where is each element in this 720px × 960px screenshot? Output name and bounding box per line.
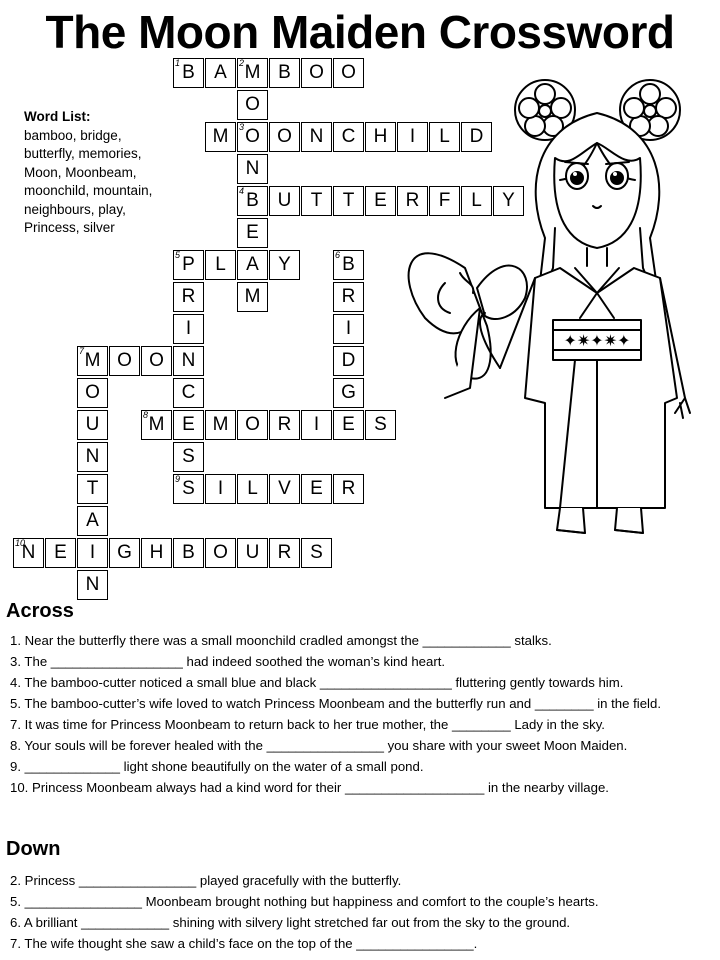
word-list-line: neighbours, play, [24, 201, 126, 217]
grid-cell[interactable] [333, 474, 364, 504]
grid-cell[interactable] [269, 122, 300, 152]
cell-letter: O [149, 350, 164, 371]
clue-number: 10 [15, 538, 26, 548]
grid-cell[interactable] [205, 474, 236, 504]
grid-cell[interactable] [45, 538, 76, 568]
cell-letter: E [342, 414, 355, 435]
grid-cell[interactable] [77, 570, 108, 600]
grid-cell[interactable] [77, 410, 108, 440]
down-clues [10, 870, 710, 954]
page-title: The Moon Maiden Crossword [45, 6, 675, 58]
grid-cell[interactable] [13, 538, 44, 568]
cell-letter: N [309, 126, 324, 147]
cell-letter: N [181, 350, 196, 371]
cell-letter: N [21, 542, 36, 563]
cell-letter: E [374, 190, 387, 211]
cell-letter: O [277, 126, 292, 147]
cell-letter: R [277, 542, 292, 563]
grid-cell[interactable] [301, 58, 332, 88]
cell-letter: L [247, 478, 258, 499]
cell-letter: O [85, 382, 100, 403]
clue-number: 7 [79, 346, 85, 356]
grid-cell[interactable] [173, 282, 204, 312]
grid-cell[interactable] [237, 538, 268, 568]
sandal-right [615, 508, 643, 533]
grid-cell[interactable] [77, 378, 108, 408]
across-clue: 3. The __________________ had indeed soothed the woman’s kind heart. [10, 654, 446, 669]
cell-letter: M [212, 126, 229, 147]
cell-letter: G [341, 382, 356, 403]
cell-letter: U [245, 542, 260, 563]
cell-letter: B [342, 254, 355, 275]
grid-cell[interactable] [301, 538, 332, 568]
clue-number: 9 [175, 474, 181, 484]
cell-letter: F [438, 190, 451, 211]
grid-cell[interactable] [333, 186, 364, 216]
grid-cell[interactable] [173, 474, 204, 504]
cell-letter: U [277, 190, 292, 211]
clue-number: 5 [175, 250, 181, 260]
grid-cell[interactable] [269, 474, 300, 504]
cell-letter: B [182, 62, 195, 83]
word-list-line: moonchild, mountain, [24, 183, 153, 198]
grid-cell[interactable] [301, 186, 332, 216]
cell-letter: L [215, 254, 226, 275]
grid-cell[interactable] [237, 90, 268, 120]
grid-cell[interactable] [237, 218, 268, 248]
grid-cell[interactable] [173, 314, 204, 344]
cell-letter: O [245, 126, 260, 147]
down-clue: 5. ________________ Moonbeam brought nothing but happiness and comfort to the couple’s hearts. [10, 894, 599, 909]
cell-letter: T [310, 190, 323, 211]
cell-letter: A [214, 62, 227, 83]
cell-letter: S [182, 478, 195, 499]
across-heading: Across [6, 600, 74, 622]
grid-cell[interactable] [301, 410, 332, 440]
grid-cell[interactable] [173, 58, 204, 88]
down-clue: 2. Princess ________________ played gracefully with the butterfly. [10, 873, 402, 888]
grid-cell[interactable] [333, 58, 364, 88]
grid-cell[interactable] [269, 538, 300, 568]
cell-letter: R [341, 478, 356, 499]
grid-cell[interactable] [237, 154, 268, 184]
across-clues [10, 630, 710, 798]
grid-cell[interactable] [109, 538, 140, 568]
cell-letter: I [409, 126, 416, 147]
grid-cell[interactable] [173, 250, 204, 280]
cell-letter: Y [502, 190, 515, 211]
cell-letter: O [245, 414, 260, 435]
down-clue: 6. A brilliant ____________ shining with silvery light stretched far out from the sky to the ground. [10, 915, 571, 930]
grid-cell[interactable] [333, 282, 364, 312]
cell-letter: R [277, 414, 292, 435]
word-list-line: Princess, silver [24, 220, 115, 235]
across-clue: 10. Princess Moonbeam always had a kind word for their ___________________ in the nearby village. [10, 780, 609, 795]
grid-cell[interactable] [205, 122, 236, 152]
word-list-heading: Word List: [24, 109, 91, 124]
cell-letter: E [310, 478, 323, 499]
cell-letter: V [278, 478, 291, 499]
grid-cell[interactable] [173, 442, 204, 472]
cell-letter: R [341, 286, 356, 307]
cell-letter: I [217, 478, 224, 499]
clue-number: 2 [239, 58, 245, 68]
grid-cell[interactable] [173, 410, 204, 440]
cell-letter: R [181, 286, 196, 307]
word-list-line: butterfly, memories, [24, 146, 142, 161]
clue-number: 4 [239, 186, 245, 196]
grid-cell[interactable] [237, 410, 268, 440]
cell-letter: L [471, 190, 482, 211]
grid-cell[interactable] [237, 250, 268, 280]
grid-cell[interactable] [333, 122, 364, 152]
cell-letter: B [246, 190, 259, 211]
clue-number: 3 [239, 122, 245, 132]
grid-cell[interactable] [173, 378, 204, 408]
cell-letter: E [182, 414, 195, 435]
cell-letter: N [85, 574, 100, 595]
cell-letter: S [182, 446, 195, 467]
cell-letter: M [84, 350, 101, 371]
cell-letter: B [182, 542, 195, 563]
grid-cell[interactable] [269, 186, 300, 216]
cell-letter: B [278, 62, 291, 83]
down-heading: Down [6, 838, 61, 860]
across-clue: 8. Your souls will be forever healed with the ________________ you share with your sweet Moon Maiden. [10, 738, 628, 753]
cell-letter: G [117, 542, 132, 563]
grid-cell[interactable] [237, 186, 268, 216]
sandal-left [557, 508, 585, 533]
cell-letter: L [439, 126, 450, 147]
grid-cell[interactable] [237, 122, 268, 152]
grid-cell[interactable] [205, 410, 236, 440]
grid-cell[interactable] [77, 346, 108, 376]
word-list-line: bamboo, bridge, [24, 127, 122, 143]
grid-cell[interactable] [333, 410, 364, 440]
cell-letter: P [182, 254, 195, 275]
cell-letter: O [117, 350, 132, 371]
clue-number: 8 [143, 410, 149, 420]
cell-letter: I [313, 414, 320, 435]
cell-letter: T [342, 190, 355, 211]
sash-stars: ✦✷✦✷✦ [563, 331, 631, 350]
cell-letter: Y [278, 254, 291, 275]
cell-letter: I [89, 542, 96, 563]
down-clue: 7. The wife thought she saw a child’s face on the top of the ________________. [10, 936, 478, 951]
cell-letter: H [149, 542, 164, 563]
cell-letter: D [341, 350, 356, 371]
cell-letter: M [148, 414, 165, 435]
cell-letter: M [244, 286, 261, 307]
grid-cell[interactable] [333, 378, 364, 408]
grid-cell[interactable] [269, 250, 300, 280]
grid-cell[interactable] [77, 442, 108, 472]
cell-letter: C [341, 126, 356, 147]
grid-cell[interactable] [333, 346, 364, 376]
cell-letter: S [374, 414, 387, 435]
grid-cell[interactable] [141, 538, 172, 568]
cell-letter: D [469, 126, 484, 147]
grid-cell[interactable] [141, 410, 172, 440]
cell-letter: S [310, 542, 323, 563]
cell-letter: H [373, 126, 388, 147]
butterfly-icon [409, 253, 527, 398]
across-clue: 5. The bamboo-cutter’s wife loved to watch Princess Moonbeam and the butterfly run and ________ in the field. [10, 696, 661, 711]
grid-cell[interactable] [205, 538, 236, 568]
clue-number: 1 [175, 58, 181, 68]
cell-letter: O [309, 62, 324, 83]
cell-letter: U [85, 414, 100, 435]
clue-number: 6 [335, 250, 341, 260]
grid-cell[interactable] [333, 314, 364, 344]
grid-cell[interactable] [77, 506, 108, 536]
grid-cell[interactable] [301, 474, 332, 504]
grid-cell[interactable] [333, 250, 364, 280]
cell-letter: N [85, 446, 100, 467]
grid-cell[interactable] [269, 58, 300, 88]
grid-cell[interactable] [173, 346, 204, 376]
across-clue: 7. It was time for Princess Moonbeam to return back to her true mother, the ________ Lady in the sky. [10, 717, 605, 732]
grid-cell[interactable] [237, 474, 268, 504]
cell-letter: A [246, 254, 259, 275]
grid-cell[interactable] [237, 282, 268, 312]
cell-letter: M [244, 62, 261, 83]
grid-cell[interactable] [301, 122, 332, 152]
cell-letter: T [86, 478, 99, 499]
cell-letter: A [86, 510, 99, 531]
cell-letter: M [212, 414, 229, 435]
cell-letter: O [341, 62, 356, 83]
cell-letter: C [181, 382, 196, 403]
cell-letter: I [185, 318, 192, 339]
cell-letter: E [54, 542, 67, 563]
grid-cell[interactable] [173, 538, 204, 568]
grid-cell[interactable] [109, 346, 140, 376]
cell-letter: N [245, 158, 260, 179]
grid-cell[interactable] [237, 58, 268, 88]
kimono [525, 268, 677, 508]
cell-letter: I [345, 318, 352, 339]
grid-cell[interactable] [77, 538, 108, 568]
grid-cell[interactable] [205, 58, 236, 88]
moon-maiden-illustration [385, 68, 715, 568]
across-clue: 1. Near the butterfly there was a small moonchild cradled amongst the ____________ stalks. [10, 633, 552, 648]
cell-letter: E [246, 222, 259, 243]
cell-letter: O [245, 94, 260, 115]
grid-cell[interactable] [141, 346, 172, 376]
grid-cell[interactable] [205, 250, 236, 280]
cell-letter: O [213, 542, 228, 563]
word-list-line: Moon, Moonbeam, [24, 164, 137, 180]
across-clue: 9. _____________ light shone beautifully on the water of a small pond. [10, 759, 424, 774]
cell-letter: R [405, 190, 420, 211]
grid-cell[interactable] [77, 474, 108, 504]
grid-cell[interactable] [269, 410, 300, 440]
across-clue: 4. The bamboo-cutter noticed a small blue and black __________________ fluttering gently towards him. [10, 675, 624, 690]
